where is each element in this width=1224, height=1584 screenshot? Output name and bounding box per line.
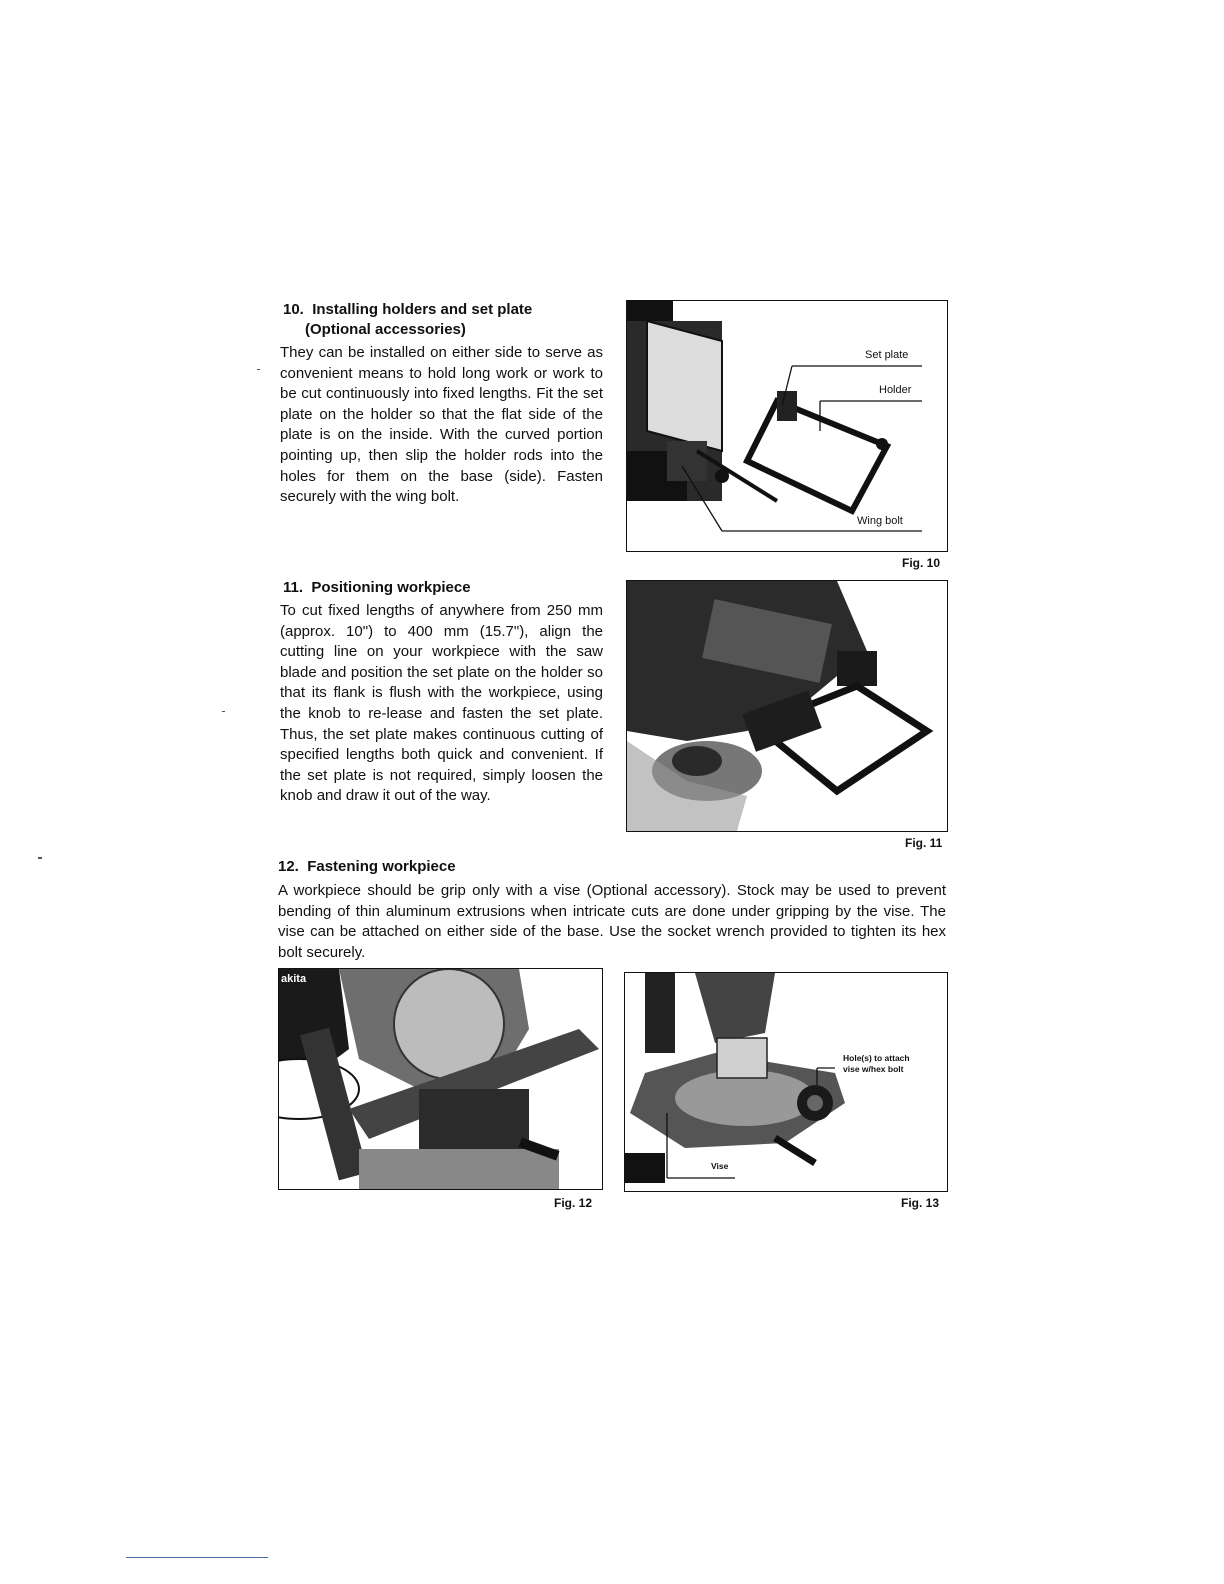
fig-13-callout-holes — [843, 1053, 910, 1075]
section-11-number: 11. — [283, 579, 304, 596]
fig-12-caption: Fig. 12 — [554, 1196, 593, 1210]
fig-10-callout-set-plate: Set plate — [865, 349, 909, 361]
section-11-title: Positioning workpiece — [311, 579, 471, 596]
fig-13-callout-holes-line2: vise w/hex bolt — [843, 1064, 904, 1074]
section-10-number: 10. — [283, 301, 304, 318]
fig-13-photo — [625, 973, 947, 1191]
footnote-rule — [126, 1557, 268, 1558]
section-11-heading — [283, 578, 471, 598]
section-12-body: A workpiece should be grip only with a vise (Optional accessory). Stock may be used to prevent bending of thin aluminum extrusions when intricate cuts are done under gripping by the vise. The vise can be attached on either side of the base. Use the socket wrench provided to tighten its hex bolt securely. — [278, 882, 946, 961]
section-10-heading — [283, 300, 532, 320]
scan-mark — [38, 857, 42, 859]
section-10-subtitle: (Optional accessories) — [305, 321, 466, 338]
fig-11-image — [626, 580, 948, 832]
section-10-title: Installing holders and set plate — [312, 301, 533, 318]
section-11-body: To cut fixed lengths of anywhere from 250 mm (approx. 10") to 400 mm (15.7"), align the cutting line on your workpiece with the saw blade and position the set plate on the holder so that its flank is flush with the workpiece, using the knob to re-lease and fasten the set plate. Thus, the set plate makes continuous cutting of specified lengths both quick and convenient. If the set plate is not required, simply loosen the knob and draw it out of the way. — [280, 602, 603, 805]
fig-13-callout-vise: Vise — [711, 1161, 729, 1171]
fig-10-callout-holder: Holder — [879, 384, 912, 396]
fig-10-image — [626, 300, 948, 552]
fig-13-image — [624, 972, 948, 1192]
scan-mark — [222, 711, 225, 712]
section-12-title: Fastening workpiece — [307, 858, 456, 875]
fig-13-callout-holes-line1: Hole(s) to attach — [843, 1053, 910, 1063]
fig-13-caption: Fig. 13 — [901, 1196, 940, 1210]
fig-12-photo — [279, 969, 602, 1189]
section-12-heading — [278, 857, 456, 877]
fig-10-photo — [627, 301, 947, 551]
fig-12-brand-mark: akita — [281, 973, 307, 985]
fig-11-caption: Fig. 11 — [905, 836, 943, 850]
fig-12-image — [278, 968, 603, 1190]
section-12-number: 12. — [278, 858, 299, 875]
section-10-body: They can be installed on either side to serve as convenient means to hold long work or work to be cut continuously into fixed lengths. Fit the set plate on the holder so that the flat side of the plate is on the inside. With the curved portion pointing up, then slip the holder rods into the holes for them on the base (side). Fasten securely with the wing bolt. — [280, 344, 603, 506]
scan-mark — [257, 369, 260, 370]
fig-10-caption: Fig. 10 — [902, 556, 941, 570]
fig-10-callout-wing-bolt: Wing bolt — [857, 515, 903, 527]
fig-11-photo — [627, 581, 947, 831]
